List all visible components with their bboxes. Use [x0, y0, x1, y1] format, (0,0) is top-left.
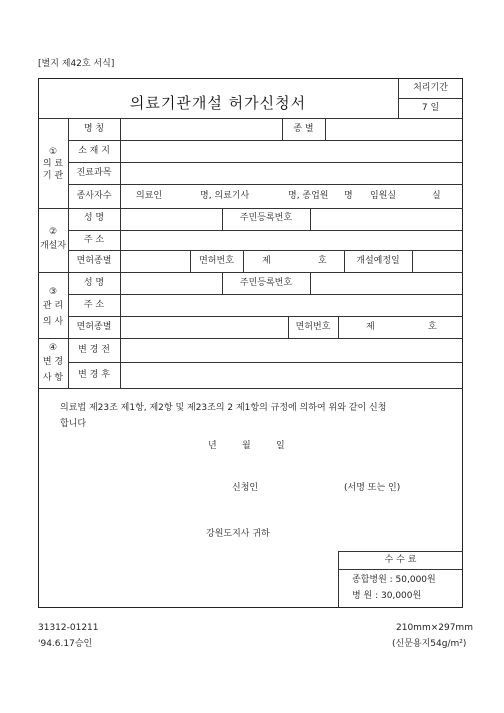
form-label: [별지 제42호 서식]	[38, 59, 115, 69]
section3-number: ③	[48, 287, 58, 297]
date-month: 월	[242, 441, 251, 451]
doctor-license-type-label: 면허종별	[76, 322, 112, 332]
doctor-license-no-label: 면허번호	[295, 322, 331, 332]
institution-type-label: 종 별	[293, 124, 314, 134]
institution-address-label: 소 재 지	[78, 146, 110, 156]
section4-label-2: 사 항	[42, 373, 64, 383]
founder-license-je: 제	[262, 256, 271, 266]
founder-license-ho: 호	[318, 256, 327, 266]
paper-type: (신문용지54g/m²)	[392, 639, 467, 649]
departments-label: 진료과목	[76, 168, 112, 178]
founder-license-no-label: 면허번호	[199, 256, 234, 266]
staff-employee: 명, 종업원	[288, 191, 329, 201]
doctor-name-label: 성 명	[83, 278, 105, 288]
date-day: 일	[276, 441, 285, 451]
processing-value: 7 일	[421, 103, 440, 113]
institution-name-label: 명 칭	[83, 124, 105, 134]
paper-size: 210mm×297mm	[396, 623, 473, 633]
date-year: 년	[208, 441, 217, 451]
section1-number: ①	[48, 147, 58, 157]
section1-label-1: 의 료	[42, 159, 64, 169]
staff-doctor: 의료인	[136, 191, 163, 201]
founder-name-label: 성 명	[83, 213, 105, 223]
doctor-license-ho: 호	[428, 322, 437, 332]
fee-general-hospital: 종합병원 : 50,000원	[352, 575, 436, 585]
form-code: 31312-01211	[38, 623, 99, 633]
section3-label-2: 의 사	[42, 317, 64, 327]
processing-label: 처리기간	[413, 83, 448, 93]
founder-license-type-label: 면허종별	[76, 256, 112, 266]
section4-number: ④	[48, 343, 58, 353]
staff-label: 종사자수	[76, 191, 112, 201]
statement-line2: 합니다	[60, 419, 87, 429]
section3-label-1: 관 리	[42, 301, 64, 311]
signature-label: (서명 또는 인)	[344, 483, 401, 493]
section2-label: 개설자	[39, 241, 67, 251]
fee-header: 수 수 료	[384, 555, 417, 565]
founder-resident-no-label: 주민등록번호	[239, 213, 293, 223]
doctor-resident-no-label: 주민등록번호	[239, 278, 293, 288]
section4-label-1: 변 경	[42, 357, 64, 367]
section2-number: ②	[48, 227, 58, 237]
section1-label-2: 기 관	[42, 171, 64, 181]
scheduled-date-label: 개설예정일	[356, 256, 400, 266]
form-title: 의료기관개설 허가신청서	[129, 94, 307, 112]
approval-date: '94.6.17승인	[38, 639, 93, 649]
applicant-label: 신청인	[232, 483, 259, 493]
change-before-label: 변 경 전	[78, 345, 110, 355]
addressee: 강원도지사 귀하	[206, 529, 270, 539]
fee-hospital: 병 원 : 30,000원	[352, 591, 422, 601]
change-after-label: 변 경 후	[78, 370, 110, 380]
doctor-license-je: 제	[366, 322, 375, 332]
staff-tech: 명, 의료기사	[200, 191, 250, 201]
statement-line1: 의료법 제23조 제1항, 제2항 및 제23조의 2 제1항의 규정에 의하여 위와 같이 신청	[60, 403, 387, 413]
staff-officer: 임원실	[370, 191, 397, 201]
staff-unit: 명	[344, 191, 353, 201]
doctor-address-label: 주 소	[83, 300, 105, 310]
founder-address-label: 주 소	[83, 235, 105, 245]
staff-room: 실	[432, 191, 441, 201]
